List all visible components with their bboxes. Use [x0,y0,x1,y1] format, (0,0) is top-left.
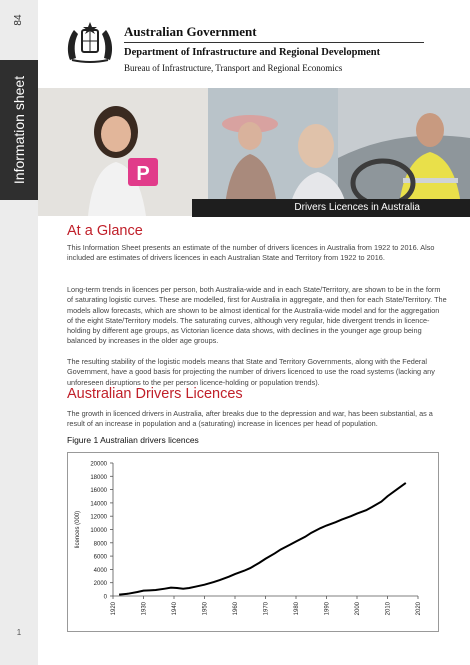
y-tick-label: 6000 [93,554,107,561]
x-tick-label: 1990 [324,602,331,616]
header-photo [38,88,470,216]
bureau-name: Bureau of Infrastructure, Transport and Regional Economics [124,63,343,73]
drivers-licences-chart [67,452,439,632]
at-a-glance-paragraph-1: This Information Sheet presents an estimate of the number of drivers licences in Australia from 1922 to 2016. Also included are estimates of drivers licences in each Australian State and Territory from 1922 to 2016. [67,243,435,263]
y-tick-label: 0 [103,594,107,601]
y-axis-label: licences (000) [75,510,81,549]
y-tick-label: 14000 [90,501,107,508]
x-tick-label: 1950 [202,602,209,616]
x-tick-label: 1960 [233,602,239,616]
issue-number: 84 [13,14,24,26]
sidebar [0,0,38,665]
figure-caption: Figure 1 Australian drivers licences [67,435,199,445]
at-a-glance-heading: At a Glance [67,223,143,239]
government-title: Australian Government [124,24,257,39]
drivers-licences-section [67,386,447,402]
x-tick-label: 2020 [416,602,422,616]
x-tick-label: 2000 [355,602,361,616]
coat-of-arms-icon [62,20,118,64]
x-tick-label: 1920 [111,602,117,616]
y-tick-label: 20000 [90,461,107,468]
x-tick-label: 1980 [294,602,300,616]
y-tick-label: 8000 [93,541,107,548]
drivers-licences-paragraph: The growth in licenced drivers in Australia, after breaks due to the depression and war, has been substantial, as a result of an increase in population and a (saturating) increase in licences per head of population. [67,409,433,429]
at-a-glance-section [67,223,447,239]
at-a-glance-paragraph-2: Long-term trends in licences per person, both Australia-wide and in each State/Territory, are shown to be in the form of saturating logistic curves. These are modelled, first for Australia in aggregate, and then for each State/Territory. The models allow forecasts, which are shown to be almost identical for the Australia-wide model and for the aggregation of the eight State/Territory models. The saturating curves, although very regular, hide divergent trends in licence-holding by different age groups, as Victorian licence data shows, with declines in the younger age group being balanced by increases in the older age groups. [67,285,447,346]
header-divider [124,42,424,43]
x-tick-label: 1970 [263,602,270,616]
page-number: 1 [16,628,22,637]
y-tick-label: 4000 [93,567,107,574]
x-tick-label: 1940 [172,602,178,616]
department-name: Department of Infrastructure and Regional Development [124,47,381,58]
title-banner [192,199,470,217]
y-tick-label: 18000 [90,474,107,481]
x-tick-label: 2010 [385,602,392,616]
x-tick-label: 1930 [141,602,148,616]
y-tick-label: 2000 [93,581,107,588]
y-tick-label: 12000 [90,514,107,521]
y-tick-label: 10000 [90,528,107,534]
p-plate-letter: P [136,163,150,185]
drivers-licences-heading: Australian Drivers Licences [67,386,243,402]
at-a-glance-paragraph-3: The resulting stability of the logistic models means that State and Territory Governments, along with the Federal Government, have a good basis for projecting the number of drivers licenced to use the road systems (lacking any unforeseen disruptions to the per person licence-holding or population trends). [67,357,435,387]
sidebar-label: Information sheet [11,75,27,185]
banner-title: Drivers Licences in Australia [294,202,420,213]
y-tick-label: 16000 [90,488,107,495]
chart-svg [68,453,438,631]
header [38,0,470,90]
series-line [119,483,406,595]
